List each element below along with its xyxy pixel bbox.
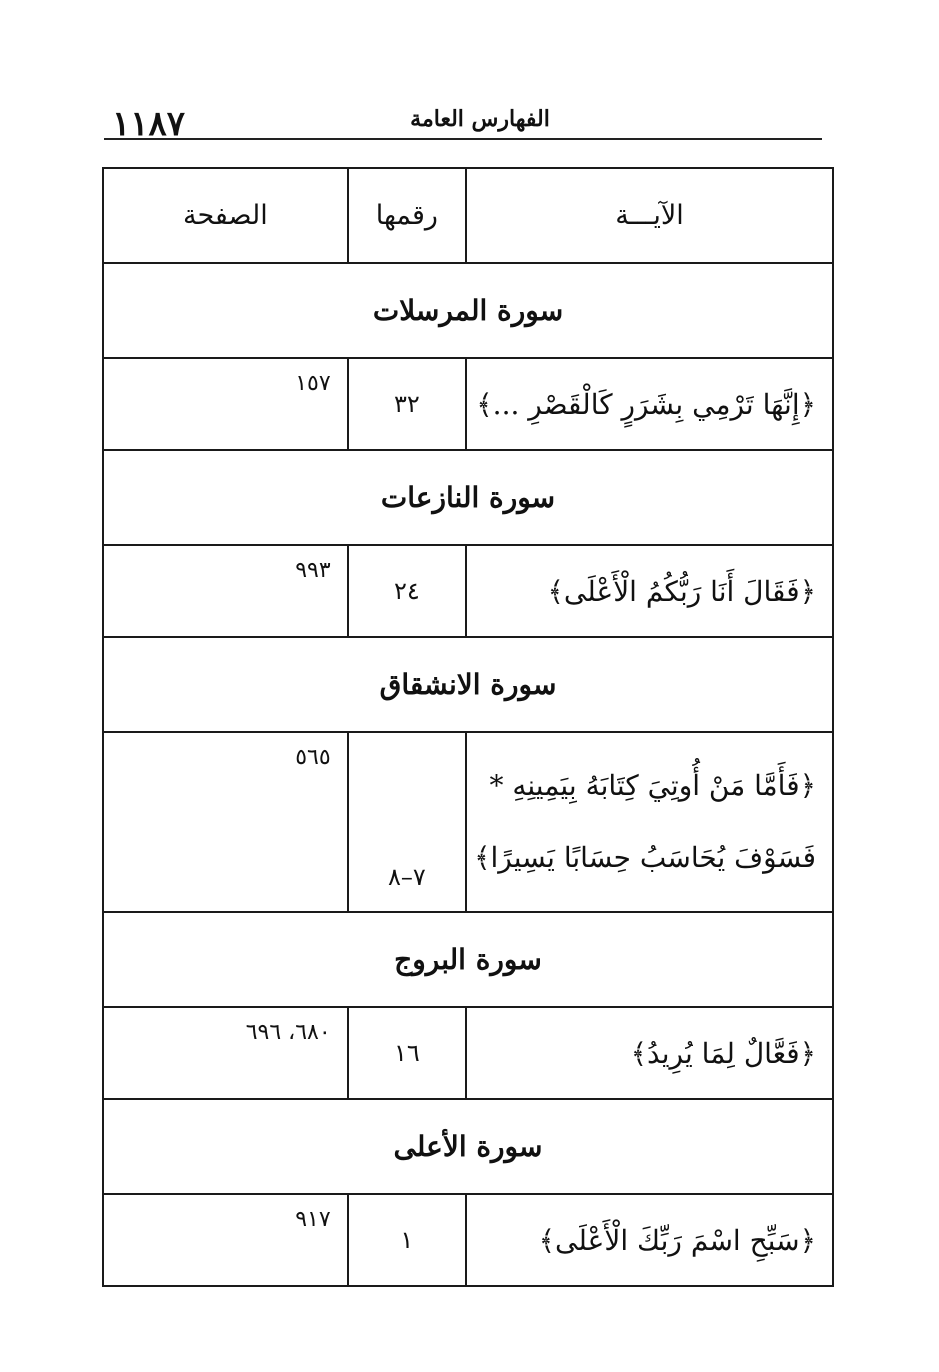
page-reference [103,545,348,637]
verse-index-table [102,167,834,1287]
table-row [103,1007,833,1099]
column-header-verse: الآيـــة [466,168,833,263]
verse-text: ﴿سَبِّحِ اسْمَ رَبِّكَ الْأَعْلَى﴾ [466,1194,833,1286]
table-row [103,732,833,912]
surah-heading-row [103,1099,833,1194]
page-reference [103,1194,348,1286]
surah-heading-row [103,912,833,1007]
page-reference [103,1007,348,1099]
verse-text: ﴿فَقَالَ أَنَا رَبُّكُمُ الْأَعْلَى﴾ [466,545,833,637]
page-reference-value: ٥٦٥ [295,745,331,770]
page-reference [103,358,348,450]
verse-number: ٧–٨ [348,732,466,912]
page-reference [103,732,348,912]
surah-name: سورة النازعات [103,450,833,545]
verse-number: ١٦ [348,1007,466,1099]
column-header-number: رقمها [348,168,466,263]
surah-name: سورة الأعلى [103,1099,833,1194]
running-title: الفهارس العامة [410,106,550,132]
page-number: ١١٨٧ [112,104,186,144]
page-reference-value: ١٥٧ [295,371,331,396]
verse-number: ٢٤ [348,545,466,637]
page-reference-value: ٩١٧ [295,1207,331,1232]
table-row [103,545,833,637]
verse-text: ﴿إِنَّهَا تَرْمِي بِشَرَرٍ كَالْقَصْرِ ...﴾ [466,358,833,450]
verse-text: ﴿فَأَمَّا مَنْ أُوتِيَ كِتَابَهُ بِيَمِينِهِ * فَسَوْفَ يُحَاسَبُ حِسَابًا يَسِيرًا﴾ [466,732,833,912]
table-header-row [103,168,833,263]
verse-text: ﴿فَعَّالٌ لِمَا يُرِيدُ﴾ [466,1007,833,1099]
surah-name: سورة البروج [103,912,833,1007]
surah-heading-row [103,637,833,732]
surah-name: سورة المرسلات [103,263,833,358]
verse-number: ١ [348,1194,466,1286]
page-reference-value: ٦٨٠، ٦٩٦ [245,1020,331,1045]
header-rule [104,138,822,140]
surah-name: سورة الانشقاق [103,637,833,732]
table-row [103,358,833,450]
verse-number: ٣٢ [348,358,466,450]
table-row [103,1194,833,1286]
page-reference-value: ٩٩٣ [295,558,331,583]
column-header-page: الصفحة [103,168,348,263]
surah-heading-row [103,450,833,545]
surah-heading-row [103,263,833,358]
